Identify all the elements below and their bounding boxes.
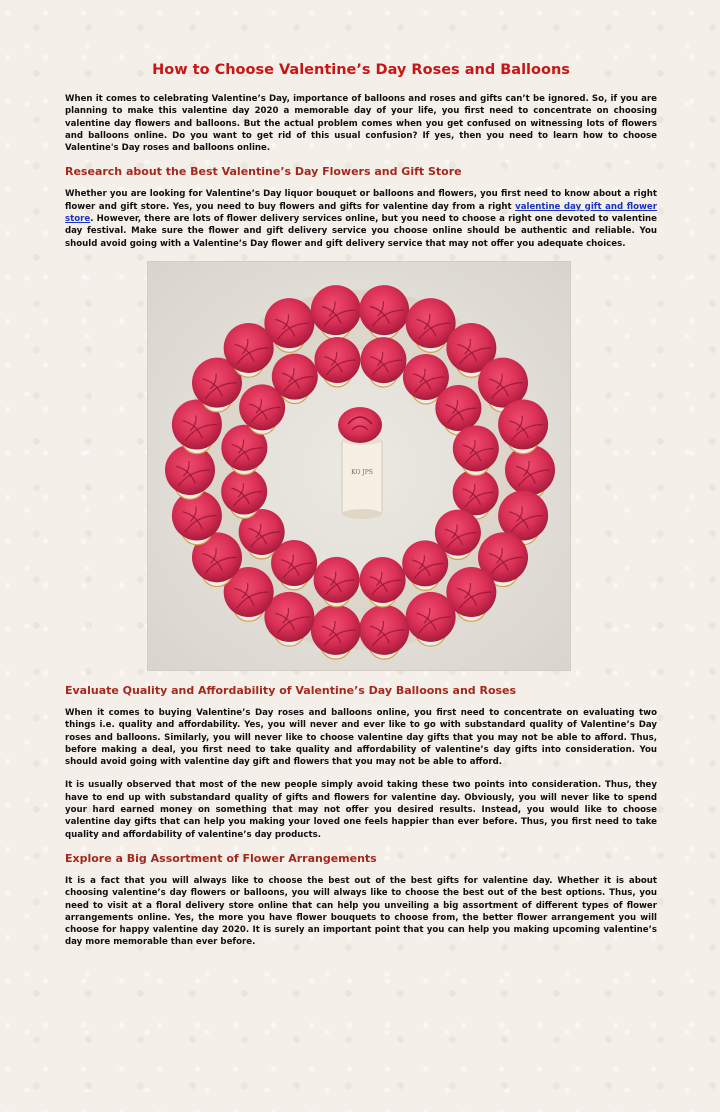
rose-ring-illustration — [148, 262, 571, 671]
page-title: How to Choose Valentine’s Day Roses and Balloons — [152, 62, 570, 78]
intro-paragraph: When it comes to celebrating Valentine’s Day, importance of balloons and roses and gifts can’t be ignored. So, if you are planning to make this valentine day 2020 a memorable day of your life, you first need to concentrate on choosing valentine day flowers and balloons. But the actual problem comes when you get confused on witnessing lots of flowers and balloons online. Do you want to get rid of this usual confusion? If yes, then you need to learn how to choose Valentine's Day roses and balloons online. — [65, 94, 657, 154]
section-heading-quality: Evaluate Quality and Affordability of Valentine’s Day Balloons and Roses — [65, 683, 517, 697]
research-paragraph — [65, 188, 657, 249]
section-heading-research: Research about the Best Valentine’s Day Flowers and Gift Store — [65, 165, 462, 179]
research-text-before-link: Whether you are looking for Valentine’s Day liquor bouquet or balloons and flowers, you first need to know about a right flower and gift store. Yes, you need to buy flowers and gifts for valentine day from a right — [65, 189, 657, 212]
article — [65, 62, 657, 960]
research-text-after-link: . However, there are lots of flower delivery services online, but you need to choose a right one devoted to valentine day festival. Make sure the flower and gift delivery service you choose online should be authentic and reliable. You should avoid going with a Valentine’s Day flower and gift delivery service that may not offer you adequate choices. — [65, 214, 657, 249]
box-rose — [338, 407, 382, 443]
quality-paragraph-2: It is usually observed that most of the new people simply avoid taking these two points into consideration. Thus, they have to end up with substandard quality of gifts and flowers for valentine day. Obviously, you will never like to spend your hard earned money on something that may not offer you desired results. Instead, you would like to choose valentine day gifts that can help you making your loved one feels happier than ever before. Thus, you first need to take quality and affordability of valentine’s day products. — [65, 780, 657, 840]
gift-box — [342, 435, 382, 519]
roses-photo — [147, 261, 571, 671]
quality-paragraph-1: When it comes to buying Valentine’s Day roses and balloons online, you first need to concentrate on evaluating two things i.e. quality and affordability. Yes, you will never and ever like to go with substandard quality of Valentine’s Day roses and balloons. Similarly, you will never like to choose valentine day gifts that you may not be able to afford. Thus, before making a deal, you first need to take quality and affordability of valentine’s day gifts into consideration. You should avoid going with valentine day gift and flowers that you may not be able to afford. — [65, 707, 657, 768]
gift-store-link[interactable]: valentine day gift and flower store — [65, 201, 657, 225]
assortment-paragraph: It is a fact that you will always like to choose the best out of the best gifts for valentine day. Whether it is about choosing valentine’s day flowers or balloons, you will always like to choose the best out of the best options. Thus, you need to visit at a floral delivery store online that can help you unveiling a big assortment of different types of flower arrangements online. Yes, the more you have flower bouquets to choose from, the better flower arrangement you will choose for happy valentine day 2020. It is surely an important point that you can help you making upcoming valentine’s day more memorable than ever before. — [65, 875, 657, 948]
box-logo: KO JPS — [351, 468, 373, 476]
section-heading-assortment: Explore a Big Assortment of Flower Arrangements — [65, 851, 377, 865]
